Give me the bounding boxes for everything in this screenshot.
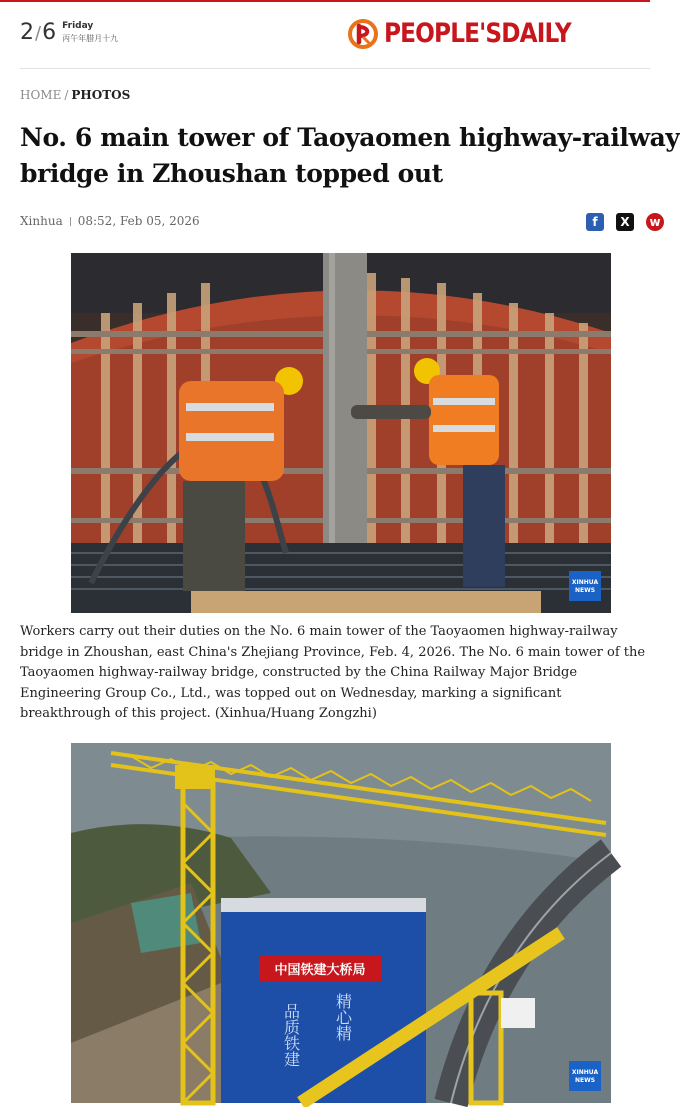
tower-banner-text: 中国铁建大桥局 (274, 963, 366, 978)
article-source: Xinhua (20, 214, 63, 228)
article-title: No. 6 main tower of Taoyaomen highway-railway bridge in Zhoushan topped out (20, 123, 680, 188)
date-separator: / (35, 23, 42, 44)
breadcrumb-separator: / (64, 88, 69, 102)
brand-logo-link[interactable] (348, 18, 601, 49)
tower-slogan-left: 品质铁建 (281, 1003, 301, 1067)
lunar-date-label: 丙午年腊月十九 (62, 34, 119, 43)
photo-workers-image (71, 253, 611, 613)
meta-divider (70, 217, 71, 226)
xinhua-news-badge: XINHUA NEWS (569, 571, 601, 601)
brand-name: PEOPLE'SDAILY (384, 18, 571, 49)
header-divider (20, 68, 650, 69)
breadcrumb-home-link[interactable]: HOME (20, 88, 62, 102)
article-photo-tower (71, 743, 611, 1103)
date-number (20, 20, 56, 45)
site-header (0, 2, 650, 68)
photo-caption: Workers carry out their duties on the No. 6 main tower of the Taoyaomen highway-railway bridge in Zhoushan, east China's Zhejiang Province, Feb. 4, 2026. The No. 6 main tower of the Taoyaomen highway-railway bridge, constructed by the China Railway Major Bridge Engineering Group Co., Ltd., was topped out on Wednesday, marking a significant breakthrough of this project. (Xinhua/Huang Zongzhi) (20, 624, 646, 721)
date-side (62, 20, 118, 45)
date-display (20, 20, 118, 45)
peoples-daily-logo-icon (348, 19, 378, 49)
xinhua-news-badge-2: XINHUA NEWS (569, 1061, 601, 1091)
article-meta (20, 214, 200, 228)
breadcrumb-photos-link[interactable]: PHOTOS (71, 88, 131, 102)
article-photo-workers (71, 253, 611, 613)
photo-tower-image (71, 743, 611, 1103)
facebook-icon[interactable]: f (586, 213, 604, 231)
breadcrumb (20, 88, 130, 102)
weekday-label: Friday (62, 21, 94, 31)
date-month: 6 (42, 20, 57, 45)
date-day: 2 (20, 20, 34, 45)
x-twitter-icon[interactable]: X (616, 213, 634, 231)
weibo-icon[interactable]: w (646, 213, 664, 231)
article-timestamp: 08:52, Feb 05, 2026 (77, 214, 200, 228)
share-bar (586, 213, 676, 231)
tower-slogan-right: 精心精 (333, 993, 353, 1041)
